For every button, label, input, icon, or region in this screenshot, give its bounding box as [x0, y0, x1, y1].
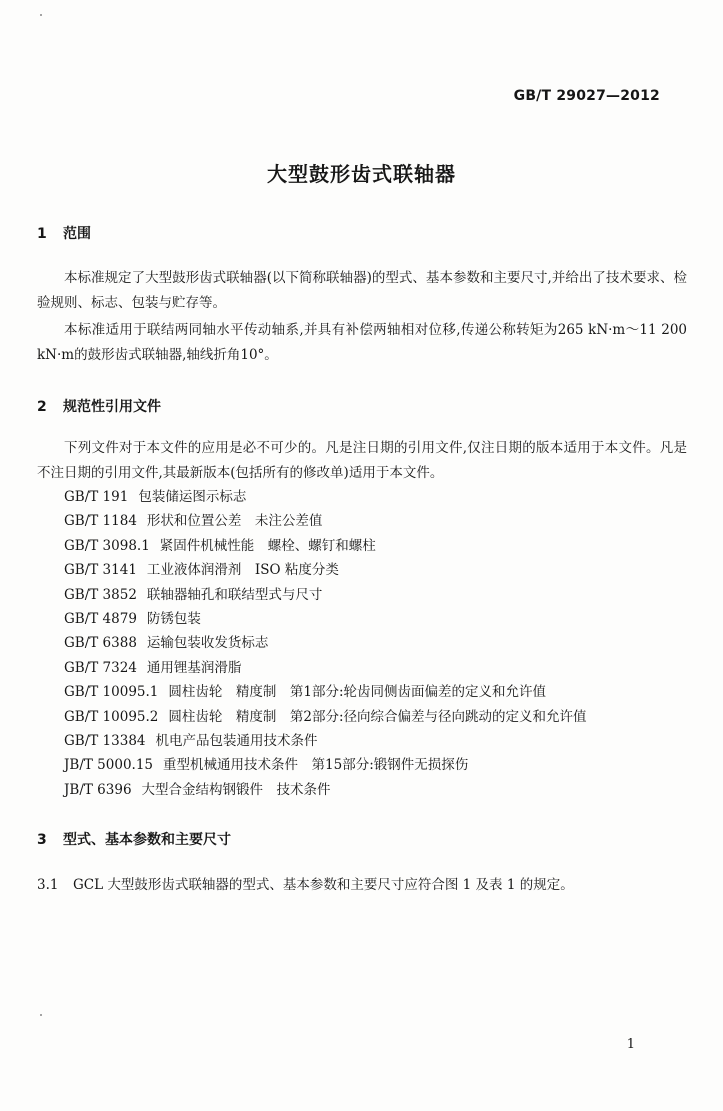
- reference-code: GB/T 3852: [64, 586, 137, 603]
- reference-code: GB/T 3098.1: [64, 537, 150, 554]
- section-1-heading: [37, 223, 91, 243]
- reference-code: GB/T 10095.2: [64, 708, 159, 725]
- scope-paragraph-1: 本标准规定了大型鼓形齿式联轴器(以下简称联轴器)的型式、基本参数和主要尺寸,并给出了技术要求、检验规则、标志、包装与贮存等。: [37, 270, 687, 311]
- reference-item: [64, 534, 587, 558]
- reference-item: [64, 558, 587, 582]
- section-title: 规范性引用文件: [63, 399, 161, 415]
- reference-item: [64, 583, 587, 607]
- reference-item: [64, 509, 587, 533]
- reference-title: 联轴器轴孔和联结型式与尺寸: [146, 586, 323, 603]
- reference-item: [64, 753, 587, 777]
- scan-speck: [40, 14, 42, 16]
- reference-code: GB/T 191: [64, 489, 129, 505]
- section-3-heading: [37, 829, 231, 849]
- reference-code: GB/T 1184: [64, 513, 137, 530]
- page-number: 1: [626, 1037, 635, 1052]
- reference-title: 紧固件机械性能 螺栓、螺钉和螺柱: [159, 537, 376, 554]
- reference-item: [64, 778, 587, 802]
- reference-title: 大型合金结构钢锻件 技术条件: [141, 781, 331, 798]
- section-title: 型式、基本参数和主要尺寸: [63, 832, 231, 848]
- reference-item: [64, 485, 587, 509]
- section-title: 范围: [63, 226, 91, 242]
- reference-code: JB/T 5000.15: [64, 757, 154, 774]
- reference-title: 重型机械通用技术条件 第15部分:锻钢件无损探伤: [163, 757, 469, 774]
- reference-item: [64, 631, 587, 655]
- reference-item: [64, 656, 587, 680]
- reference-list: [64, 485, 587, 802]
- section-number: 1: [37, 226, 47, 242]
- reference-code: GB/T 10095.1: [64, 684, 159, 701]
- reference-title: 形状和位置公差 未注公差值: [146, 513, 323, 530]
- clause-text: GCL 大型鼓形齿式联轴器的型式、基本参数和主要尺寸应符合图 1 及表 1 的规定。: [73, 877, 574, 893]
- reference-code: GB/T 7324: [64, 659, 137, 676]
- section-number: 2: [37, 399, 47, 415]
- reference-title: 运输包装收发货标志: [146, 635, 269, 652]
- reference-item: [64, 680, 587, 704]
- document-title: 大型鼓形齿式联轴器: [267, 162, 456, 186]
- section-2-heading: [37, 396, 161, 416]
- references-intro: 下列文件对于本文件的应用是必不可少的。凡是注日期的引用文件,仅注日期的版本适用于本文件。凡是不注日期的引用文件,其最新版本(包括所有的修改单)适用于本文件。: [37, 440, 687, 481]
- standard-code: GB/T 29027—2012: [513, 88, 660, 104]
- reference-code: GB/T 4879: [64, 610, 137, 627]
- reference-title: 圆柱齿轮 精度制 第2部分:径向综合偏差与径向跳动的定义和允许值: [168, 708, 587, 725]
- reference-code: GB/T 6388: [64, 635, 137, 652]
- reference-code: JB/T 6396: [64, 781, 132, 798]
- reference-item: [64, 729, 587, 753]
- reference-code: GB/T 3141: [64, 562, 137, 579]
- section-number: 3: [37, 832, 47, 848]
- reference-item: [64, 705, 587, 729]
- scope-paragraph-2: 本标准适用于联结两同轴水平传动轴系,并具有补偿两轴相对位移,传递公称转矩为265 kN·m～11 200 kN·m的鼓形齿式联轴器,轴线折角10°。: [37, 322, 687, 363]
- reference-title: 通用锂基润滑脂: [146, 659, 242, 676]
- scan-speck: [40, 1014, 42, 1016]
- reference-title: 圆柱齿轮 精度制 第1部分:轮齿同侧齿面偏差的定义和允许值: [168, 684, 547, 701]
- reference-title: 包装储运图示标志: [138, 489, 247, 505]
- clause-number: 3.1: [37, 877, 59, 893]
- reference-item: [64, 607, 587, 631]
- reference-title: 防锈包装: [146, 610, 201, 627]
- reference-code: GB/T 13384: [64, 732, 146, 749]
- reference-title: 工业液体润滑剂 ISO 粘度分类: [146, 562, 339, 579]
- clause-3-1: [37, 873, 574, 897]
- reference-title: 机电产品包装通用技术条件: [155, 732, 318, 749]
